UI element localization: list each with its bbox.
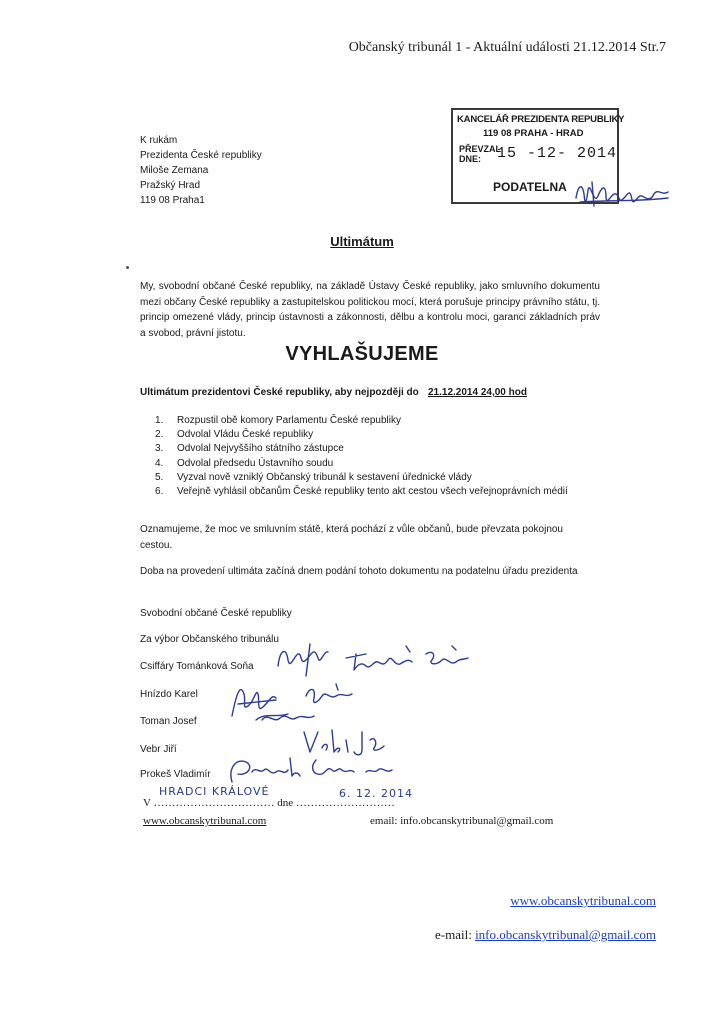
signer-name: Prokeš Vladimír: [140, 769, 211, 780]
stamp-office-name: KANCELÁŘ PREZIDENTA REPUBLIKY: [457, 114, 625, 125]
stamp-office-label: PODATELNA: [493, 180, 567, 194]
stamp-address: 119 08 PRAHA - HRAD: [483, 128, 584, 139]
footer-website: [0, 893, 656, 909]
list-item: 1. Rozpustil obě komory Parlamentu České republiky: [155, 415, 401, 426]
stamp-received-date: 15 -12- 2014: [497, 145, 618, 162]
list-item: 6. Veřejně vyhlásil občanům České republiky tento akt cestou všech veřejnoprávních médií: [155, 486, 568, 498]
date-dne-label: dne: [277, 797, 294, 809]
signature-tomankova: [276, 636, 476, 680]
address-line: 119 08 Praha1: [140, 195, 205, 206]
contact-email-label: email:: [370, 815, 398, 827]
footer-email: [0, 927, 656, 943]
document-title: Ultimátum: [330, 234, 394, 249]
list-item: 4. Odvolal předsedu Ústavního soudu: [155, 457, 334, 469]
contact-email: info.obcanskytribunal@gmail.com: [400, 815, 554, 827]
signer-name: Hnízdo Karel: [140, 689, 198, 700]
place-dots: ……………………………: [153, 797, 275, 809]
handwritten-date: 6. 12. 2014: [339, 787, 413, 800]
stamp-received-label: PŘEVZAL DNE:: [459, 144, 502, 164]
committee-label: Za výbor Občanského tribunálu: [140, 634, 279, 645]
intro-paragraph: My, svobodní občané České republiky, na základě Ústavy České republiky, jako smluvního dokumentu mezi občany České republiky a zastupitelskou politickou mocí, která porušuje principy právního státu, tj. princip omezené vlády, princip ústavnosti a zákonnosti, dělbu a kontrolu moci, garanci základních práv a svobod, právní jistotu.: [140, 281, 600, 339]
registry-signature: [572, 176, 672, 216]
signer-name: Toman Josef: [140, 716, 197, 727]
deadline-date: 21.12.2014 24,00 hod: [428, 387, 527, 398]
announcement-paragraph: Oznamujeme, že moc ve smluvním státě, která pochází z vůle občanů, bude převzata pokojnou cestou.: [140, 524, 563, 551]
handwritten-place: HRADCI KRÁLOVÉ: [159, 785, 270, 798]
place-v-label: V: [143, 797, 151, 809]
signers-intro: Svobodní občané České republiky: [140, 608, 292, 619]
scan-speck: [126, 266, 129, 269]
signer-name: Csiffáry Tománková Soňa: [140, 661, 254, 672]
period-paragraph: Doba na provedení ultimáta začíná dnem podání tohoto dokumentu na podatelnu úřadu prezidenta: [140, 566, 578, 577]
address-line: K rukám: [140, 135, 178, 146]
list-item: 2. Odvolal Vládu České republiky: [155, 429, 314, 441]
demands-list: [155, 414, 568, 499]
date-dots: ………………………: [295, 797, 395, 809]
page-header: Občanský tribunál 1 - Aktuální události 21.12.2014 Str.7: [348, 40, 666, 55]
footer-email-label: e-mail:: [434, 927, 472, 942]
footer-email-link[interactable]: info.obcanskytribunal@gmail.com: [475, 927, 656, 942]
address-line: Miloše Zemana: [140, 165, 209, 176]
signer-name: Vebr Jiří: [140, 744, 177, 755]
deadline-text: Ultimátum prezidentovi České republiky, aby nejpozději do: [140, 387, 419, 398]
address-line: Pražský Hrad: [140, 180, 201, 191]
list-item: 5. Vyzval nově vzniklý Občanský tribunál k sestavení úřednické vlády: [155, 471, 472, 483]
contact-website: www.obcanskytribunal.com: [143, 815, 267, 827]
signature-prokes: [226, 752, 396, 788]
contact-email-line: [370, 815, 553, 827]
address-line: Prezidenta České republiky: [140, 150, 262, 161]
place-date-line: [143, 785, 413, 809]
footer-website-link[interactable]: www.obcanskytribunal.com: [510, 893, 656, 908]
deadline-line: [140, 387, 527, 398]
recipient-address: [140, 133, 262, 208]
list-item: 3. Odvolal Nejvyššího státního zástupce: [155, 443, 344, 455]
headline: VYHLAŠUJEME: [285, 343, 439, 365]
